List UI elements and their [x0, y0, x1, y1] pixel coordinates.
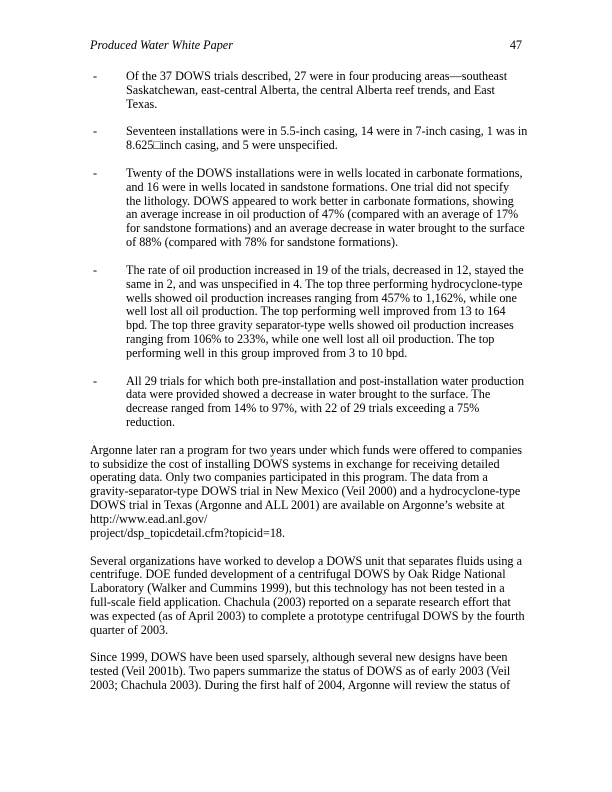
- text-line: to subsidize the cost of installing DOWS systems in exchange for receiving detailed: [90, 456, 500, 471]
- text-line: reduction.: [126, 415, 176, 430]
- text-line: well lost all oil production. The top performing well improved from 13 to 164: [126, 304, 506, 319]
- text-line: gravity-separator-type DOWS trial in New Mexico (Veil 2000) and a hydrocyclone-type: [90, 484, 521, 499]
- text-line: for sandstone formations) and an average decrease in water brought to the surface: [126, 221, 525, 236]
- paragraph: [90, 444, 526, 541]
- text-line: Argonne later ran a program for two years under which funds were offered to companies: [90, 442, 523, 457]
- bullet-marker: -: [93, 373, 98, 388]
- text-line: performing well in this group improved from 3 to 10 bpd.: [126, 345, 408, 360]
- text-line: ranging from 106% to 233%, while one well lost all oil production. The top: [126, 332, 495, 347]
- text-line: same in 2, and was unspecified in 4. The top three performing hydrocyclone-type: [126, 276, 523, 291]
- text-line: The rate of oil production increased in 19 of the trials, decreased in 12, stayed the: [126, 262, 524, 277]
- text-line: bpd. The top three gravity separator-type wells showed oil production increases: [126, 318, 514, 333]
- bullet-marker: -: [93, 165, 98, 180]
- text-line: Twenty of the DOWS installations were in wells located in carbonate formations,: [126, 165, 523, 180]
- paragraph: [90, 555, 526, 638]
- text-line: quarter of 2003.: [90, 622, 169, 637]
- bullet-item: [90, 167, 526, 250]
- text-line: decrease ranged from 14% to 97%, with 22 of 29 trials exceeding a 75%: [126, 401, 480, 416]
- text-line: Several organizations have worked to develop a DOWS unit that separates fluids using a: [90, 553, 522, 568]
- text-line: centrifuge. DOE funded development of a centrifugal DOWS by Oak Ridge National: [90, 567, 506, 582]
- text-line: Laboratory (Walker and Cummins 1999), but this technology has not been tested in a: [90, 581, 505, 596]
- text-line: All 29 trials for which both pre-installation and post-installation water production: [126, 373, 525, 388]
- text-line: http://www.ead.anl.gov/: [90, 512, 208, 526]
- text-line: DOWS trial in Texas (Argonne and ALL 2001) are available on Argonne’s website at: [90, 498, 505, 513]
- text-line: wells showed oil production increases ranging from 457% to 1,162%, while one: [126, 290, 517, 305]
- bullet-marker: -: [93, 69, 98, 83]
- page-header: [90, 37, 522, 53]
- text-line: operating data. Only two companies participated in this program. The data from a: [90, 470, 488, 485]
- paragraph: [90, 651, 526, 693]
- bullet-item: [90, 125, 526, 153]
- text-line: 2003; Chachula 2003). During the first half of 2004, Argonne will review the status of: [90, 678, 511, 693]
- running-title: Produced Water White Paper: [90, 38, 233, 52]
- text-line: Saskatchewan, east-central Alberta, the central Alberta reef trends, and East: [126, 82, 495, 97]
- text-line: and 16 were in wells located in sandstone formations. One trial did not specify: [126, 179, 510, 194]
- text-line: 8.625□inch casing, and 5 were unspecified.: [126, 138, 338, 153]
- text-line: Texas.: [126, 96, 158, 111]
- text-line: of 88% (compared with 78% for sandstone formations).: [126, 235, 399, 250]
- text-line: Seventeen installations were in 5.5-inch casing, 14 were in 7-inch casing, 1 was in: [126, 124, 528, 139]
- text-line: the lithology. DOWS appeared to work better in carbonate formations, showing: [126, 193, 514, 208]
- text-line: Since 1999, DOWS have been used sparsely, although several new designs have been: [90, 650, 508, 665]
- text-line: was expected (as of April 2003) to complete a prototype centrifugal DOWS by the fourth: [90, 608, 525, 623]
- text-line: data were provided showed a decrease in water brought to the surface. The: [126, 387, 491, 402]
- text-line: an average increase in oil production of 47% (compared with an average of 17%: [126, 207, 519, 222]
- text-line: tested (Veil 2001b). Two papers summarize the status of DOWS as of early 2003 (Veil: [90, 664, 511, 679]
- page-number: 47: [509, 38, 522, 52]
- bullet-item: [90, 70, 526, 112]
- bullet-item: [90, 264, 526, 361]
- bullet-marker: -: [93, 262, 98, 277]
- bullet-item: [90, 375, 526, 430]
- bullet-marker: -: [93, 124, 98, 139]
- text-line: Of the 37 DOWS trials described, 27 were in four producing areas—southeast: [126, 69, 508, 83]
- text-line: full-scale field application. Chachula (2003) reported on a separate research effort that: [90, 595, 511, 610]
- text-line: project/dsp_topicdetail.cfm?topicid=18.: [90, 525, 286, 540]
- document-body: [90, 70, 526, 707]
